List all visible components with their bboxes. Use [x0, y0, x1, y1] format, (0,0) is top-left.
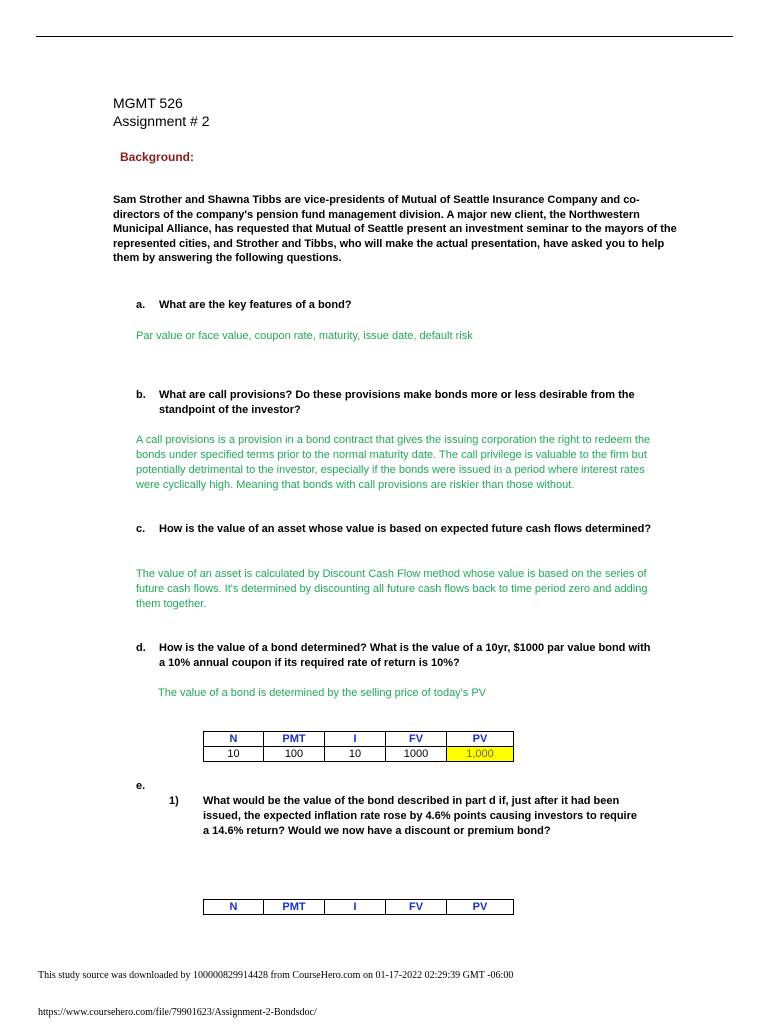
answer-b: A call provisions is a provision in a bond contract that gives the issuing corporation the right to redeem the bonds under specified terms prior to the normal maturity date. The call privilege is valuable to the firm but potentially detrimental to the investor, especially if the bonds were issued in a period where interest rates were cyclically high. Meaning that bonds with call provisions are riskier than those without.	[136, 434, 651, 491]
question-text: How is the value of an asset whose value is based on expected future cash flows determined?	[159, 523, 652, 535]
question-text: How is the value of a bond determined? What is the value of a 10yr, $1000 par value bond with a 10% annual coupon if its required rate of return is 10%?	[159, 642, 651, 669]
question-label: a.	[136, 299, 146, 311]
download-notice: This study source was downloaded by 100000829914428 from CourseHero.com on 01-17-2022 02:29:39 GMT -06:00	[38, 970, 514, 981]
question-label: b.	[136, 389, 146, 401]
answer-c: The value of an asset is calculated by Discount Cash Flow method whose value is based on the series of future cash flows. It's determined by discounting all future cash flows back to time period zero and adding them together.	[136, 568, 648, 610]
course-code: MGMT 526	[113, 95, 183, 111]
answer-a: Par value or face value, coupon rate, maturity, issue date, default risk	[136, 330, 473, 342]
cell-i: 10	[325, 747, 386, 762]
top-rule	[36, 36, 733, 37]
table-row	[204, 747, 514, 762]
table-header-row	[204, 732, 514, 747]
header-pv: PV	[447, 900, 514, 915]
assignment-title: Assignment # 2	[113, 113, 210, 129]
cell-fv: 1000	[386, 747, 447, 762]
bond-value-table	[203, 731, 514, 762]
cell-n: 10	[204, 747, 264, 762]
header-pmt: PMT	[264, 732, 325, 747]
header-fv: FV	[386, 732, 447, 747]
header-pv: PV	[447, 732, 514, 747]
cell-pmt: 100	[264, 747, 325, 762]
background-text: Sam Strother and Shawna Tibbs are vice-presidents of Mutual of Seattle Insurance Company and co-directors of the company's pension fund management division. A major new client, the Northwestern Municipal Alliance, has requested that Mutual of Seattle present an investment seminar to the mayors of the represented cities, and Strother and Tibbs, who will make the actual presentation, have asked you to help them by answering the following questions.	[113, 194, 677, 265]
header-i: I	[325, 900, 386, 915]
question-label: d.	[136, 642, 146, 654]
bond-value-table-e	[203, 899, 514, 915]
answer-d: The value of a bond is determined by the selling price of today's PV	[158, 687, 487, 699]
question-text: What are the key features of a bond?	[159, 299, 352, 311]
course-header	[113, 94, 210, 130]
header-i: I	[325, 732, 386, 747]
background-heading: Background:	[120, 150, 195, 164]
header-n: N	[204, 732, 264, 747]
cell-pv: 1,000	[447, 747, 514, 762]
source-url: https://www.coursehero.com/file/79901623/Assignment-2-Bondsdoc/	[38, 1007, 317, 1018]
header-pmt: PMT	[264, 900, 325, 915]
question-text: What are call provisions? Do these provisions make bonds more or less desirable from the standpoint of the investor?	[159, 389, 635, 416]
sub-question-text: What would be the value of the bond described in part d if, just after it had been issued, the expected inflation rate rose by 4.6% points causing investors to require a 14.6% return? Would we now have a discount or premium bond?	[203, 795, 638, 837]
question-label: e.	[136, 780, 146, 792]
question-label: c.	[136, 523, 146, 535]
table-header-row	[204, 900, 514, 915]
header-fv: FV	[386, 900, 447, 915]
header-n: N	[204, 900, 264, 915]
sub-question-number: 1)	[169, 795, 179, 807]
